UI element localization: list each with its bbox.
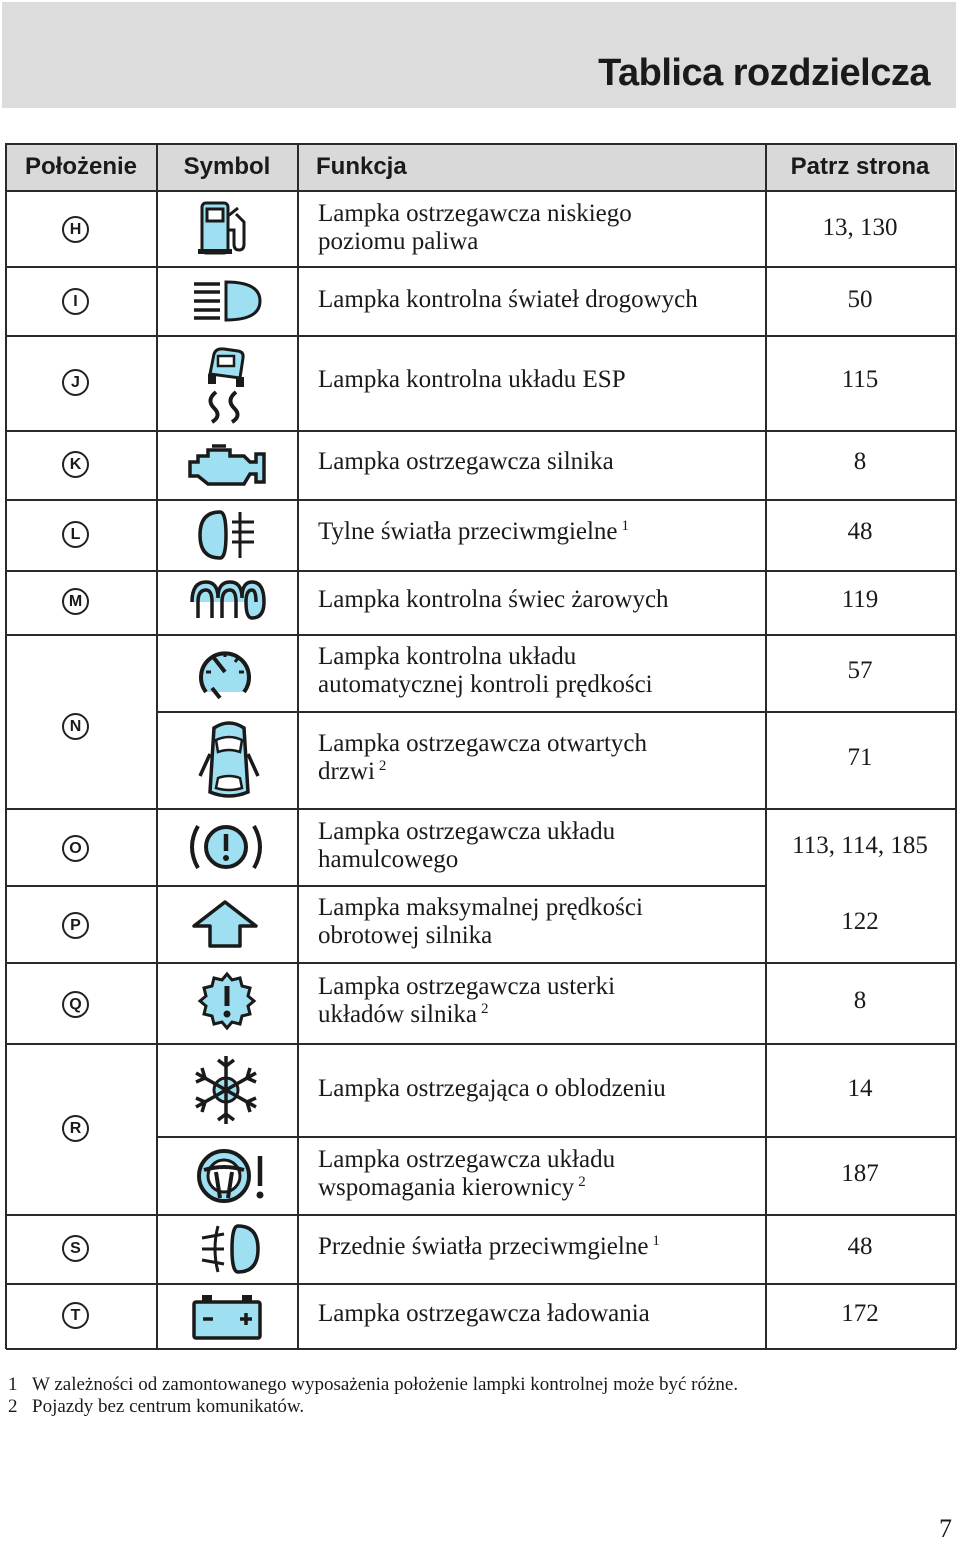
page-ref: 113, 114, 185 (792, 832, 928, 859)
function-text: Lampka kontrolna świec żarowych (318, 586, 669, 613)
header-function-label: Funkcja (316, 153, 407, 180)
position-s: S (62, 1235, 89, 1262)
position-h: H (62, 216, 89, 243)
rear-fog-icon (196, 508, 262, 562)
door-open-icon (198, 718, 260, 802)
function-text: Lampka ostrzegawcza usterki układów silnika $^2$ (318, 973, 616, 1028)
page-title: Tablica rozdzielcza (598, 52, 930, 94)
position-k: K (62, 451, 89, 478)
function-text: Lampka ostrzegawcza układu wspomagania kierownicy $^2$ (318, 1146, 616, 1201)
page-ref: 71 (847, 744, 873, 771)
page-ref: 48 (847, 518, 873, 545)
header-symbol-label: Symbol (183, 153, 271, 180)
header-position-label: Położenie (24, 153, 138, 180)
function-text: Lampka kontrolna świateł drogowych (318, 286, 698, 313)
footnote-ref: 2 (578, 1174, 586, 1190)
function-text: Przednie światła przeciwmgielne $^1$ (318, 1233, 660, 1260)
cruise-control-icon (194, 642, 256, 702)
esp-skid-icon (198, 344, 254, 424)
function-text: Lampka ostrzegawcza niskiego poziomu paliwa (318, 200, 632, 255)
battery-icon (190, 1292, 266, 1342)
engine-icon (186, 442, 268, 490)
page-ref: 187 (841, 1160, 879, 1187)
page-ref: 122 (841, 908, 879, 935)
front-fog-icon (196, 1222, 262, 1276)
snowflake-icon (188, 1052, 264, 1128)
function-text: Lampka ostrzegawcza otwartych drzwi $^2$ (318, 730, 648, 785)
page-ref: 50 (847, 286, 873, 313)
header-function (298, 144, 765, 190)
page-ref: 119 (841, 586, 879, 613)
position-m: M (62, 588, 89, 615)
page-number: 7 (939, 1514, 952, 1543)
position-p: P (62, 912, 89, 939)
position-j: J (62, 369, 89, 396)
function-text: Tylne światła przeciwmgielne $^1$ (318, 518, 630, 545)
page-ref: 115 (841, 366, 879, 393)
glow-plug-icon (186, 578, 268, 624)
function-text: Lampka kontrolna układu ESP (318, 366, 626, 393)
page-ref: 8 (853, 448, 867, 475)
header-position (6, 144, 156, 190)
header-page-label: Patrz strona (790, 153, 930, 180)
shift-up-arrow-icon (190, 898, 260, 950)
position-n: N (62, 713, 89, 740)
powertrain-fault-icon (196, 970, 258, 1032)
position-t: T (62, 1302, 89, 1329)
footnote-ref: 1 (652, 1233, 660, 1249)
footnote-number: 2 (8, 1396, 18, 1417)
power-steering-icon (194, 1146, 270, 1206)
header-symbol (157, 144, 297, 190)
function-text: Lampka ostrzegawcza układu hamulcowego (318, 818, 616, 873)
position-o: O (62, 835, 89, 862)
footnote-ref: 2 (481, 1001, 489, 1017)
function-text: Lampka ostrzegawcza ładowania (318, 1300, 650, 1327)
fuel-pump-icon (196, 200, 258, 256)
page-ref: 57 (847, 657, 873, 684)
position-q: Q (62, 991, 89, 1018)
function-text: Lampka ostrzegająca o oblodzeniu (318, 1075, 666, 1102)
brake-warning-icon (184, 818, 268, 876)
footnote-ref: 2 (378, 758, 387, 774)
footnote-text: Pojazdy bez centrum komunikatów. (32, 1396, 305, 1417)
position-i: I (62, 288, 89, 315)
function-text: Lampka kontrolna układu automatycznej kontroli prędkości (318, 643, 653, 698)
page-ref: 172 (841, 1300, 879, 1327)
page-ref: 8 (853, 987, 867, 1014)
function-text: Lampka maksymalnej prędkości obrotowej silnika (318, 894, 643, 949)
position-l: L (62, 521, 89, 548)
footnote-number: 1 (8, 1374, 18, 1395)
footnote-1 (8, 1374, 738, 1396)
position-r: R (62, 1115, 89, 1142)
function-text: Lampka ostrzegawcza silnika (318, 448, 614, 475)
footnote-text: W zależności od zamontowanego wyposażenia położenie lampki kontrolnej może być różne. (32, 1374, 739, 1395)
high-beam-icon (188, 278, 264, 324)
page-ref: 14 (847, 1075, 873, 1102)
footnote-2 (8, 1396, 304, 1418)
footnote-ref: 1 (621, 518, 630, 534)
page-ref: 48 (847, 1233, 873, 1260)
header-page (766, 144, 954, 190)
page-ref: 13, 130 (822, 214, 898, 241)
